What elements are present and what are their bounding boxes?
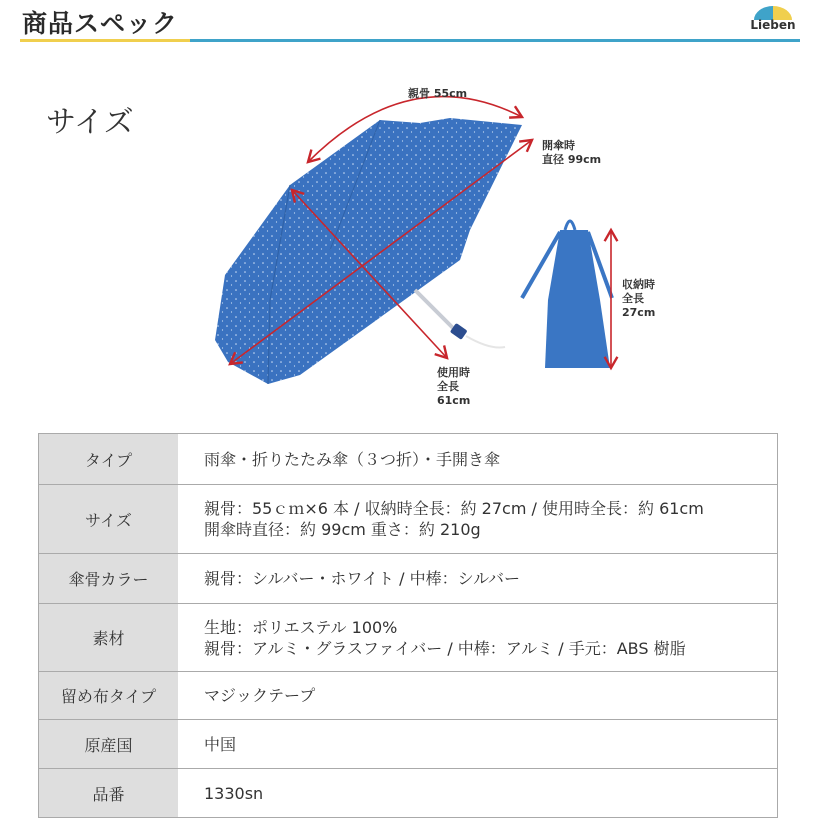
spec-value-line: 1330sn — [204, 783, 264, 803]
spec-value-line: マジックテープ — [204, 686, 316, 705]
size-diagram — [0, 70, 819, 420]
stored-length-label — [622, 278, 655, 320]
table-row — [39, 434, 778, 485]
open-diameter-label — [542, 139, 601, 167]
spec-key: サイズ — [39, 485, 179, 554]
in-use-length-label — [437, 366, 470, 408]
rib-length-label: 親骨 55cm — [408, 87, 468, 100]
spec-value-line: 中国 — [204, 734, 237, 754]
spec-value-line: 開傘時直径：約 99cm 重さ：約 210g — [204, 520, 481, 539]
spec-value-line: 親骨：55ｃｍ×6 本 / 収納時全長：約 27cm / 使用時全長：約 61cm — [204, 499, 704, 518]
spec-key: タイプ — [39, 434, 179, 485]
table-row — [39, 604, 778, 672]
spec-value — [178, 434, 778, 485]
header-underline-blue — [190, 39, 800, 42]
spec-value — [178, 554, 778, 604]
spec-value — [178, 769, 778, 818]
umbrella-illustration-icon — [0, 70, 819, 420]
spec-value — [178, 720, 778, 769]
spec-key: 留め布タイプ — [39, 672, 179, 720]
in-use-length-label-line2: 全長 — [437, 380, 459, 393]
table-row — [39, 769, 778, 818]
spec-value-line: 親骨：アルミ・グラスファイバー / 中棒：アルミ / 手元：ABS 樹脂 — [204, 638, 686, 658]
open-diameter-label-line2: 直径 99cm — [542, 153, 602, 166]
brand-logo — [748, 4, 798, 36]
spec-key: 品番 — [39, 769, 179, 818]
header-underline-yellow — [20, 39, 190, 42]
table-row — [39, 720, 778, 769]
spec-value-line: 生地：ポリエステル 100% — [204, 617, 398, 637]
stored-length-label-line2: 全長 — [622, 292, 644, 305]
spec-value-line: 親骨：シルバー・ホワイト / 中棒：シルバー — [204, 569, 521, 588]
table-row — [39, 554, 778, 604]
table-row — [39, 672, 778, 720]
spec-value — [178, 672, 778, 720]
spec-key: 素材 — [39, 604, 179, 672]
in-use-length-label-line1: 使用時 — [437, 366, 470, 379]
stored-length-label-line3: 27cm — [622, 306, 656, 319]
spec-value — [178, 485, 778, 554]
size-section-title: サイズ — [46, 105, 134, 140]
table-row — [39, 485, 778, 554]
spec-value — [178, 604, 778, 672]
stored-length-label-line1: 収納時 — [622, 278, 655, 291]
page-title: 商品スペック — [22, 9, 179, 38]
spec-key: 原産国 — [39, 720, 179, 769]
spec-table — [38, 433, 778, 818]
spec-key: 傘骨カラー — [39, 554, 179, 604]
logo-text: Lieben — [750, 18, 796, 32]
open-diameter-label-line1: 開傘時 — [542, 139, 575, 152]
in-use-length-label-line3: 61cm — [437, 394, 471, 407]
spec-value-line: 雨傘・折りたたみ傘（３つ折）・手開き傘 — [204, 449, 501, 469]
